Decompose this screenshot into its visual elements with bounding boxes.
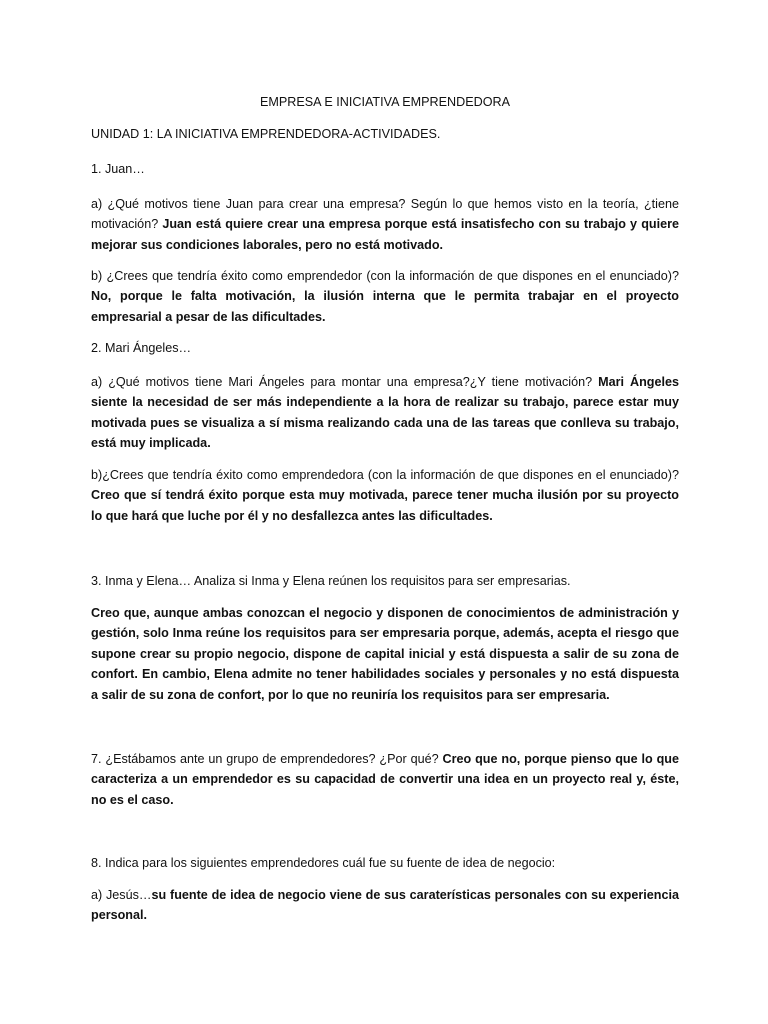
answer-text: Creo que no, porque pienso que lo que caracteriza a un emprendedor es su capacidad de convertir una idea en un proyecto real y, éste, no es el caso. bbox=[91, 752, 679, 807]
section-7 bbox=[91, 749, 679, 810]
document-page bbox=[91, 0, 679, 1024]
answer-text: su fuente de idea de negocio viene de sus caraterísticas personales con su experiencia personal. bbox=[91, 888, 679, 923]
question-text: a) ¿Qué motivos tiene Mari Ángeles para montar una empresa?¿Y tiene motivación? bbox=[91, 375, 593, 389]
section-8-item-a bbox=[91, 885, 679, 926]
question-text: b) ¿Crees que tendría éxito como emprendedor (con la información de que dispones en el enunciado)? bbox=[91, 269, 679, 283]
document-title: EMPRESA E INICIATIVA EMPRENDEDORA bbox=[259, 95, 511, 109]
unit-heading: UNIDAD 1: LA INICIATIVA EMPRENDEDORA-ACTIVIDADES. bbox=[91, 127, 441, 141]
question-text: a) Jesús… bbox=[91, 888, 152, 902]
question-text: 7. ¿Estábamos ante un grupo de emprendedores? ¿Por qué? bbox=[91, 752, 439, 766]
answer-text: Juan está quiere crear una empresa porque está insatisfecho con su trabajo y quiere mejorar sus condiciones laborales, pero no está motivado. bbox=[91, 217, 679, 252]
section-1-item-b bbox=[91, 266, 679, 327]
section-2-heading: 2. Mari Ángeles… bbox=[91, 341, 192, 355]
answer-text: Creo que, aunque ambas conozcan el negocio y disponen de conocimientos de administración y gestión, solo Inma reúne los requisitos para ser empresaria porque, además, acepta el riesgo que supone crear su propio negocio, dispone de capital inicial y está dispuesta a salir de su zona de confort. En cambio, Elena admite no tener habilidades sociales y personales y no está dispuesta a salir de su zona de confort, por lo que no reuniría los requisitos para ser empresaria. bbox=[91, 606, 679, 702]
section-3-heading: 3. Inma y Elena… Analiza si Inma y Elena reúnen los requisitos para ser empresarias. bbox=[91, 574, 571, 588]
section-8-heading: 8. Indica para los siguientes emprendedores cuál fue su fuente de idea de negocio: bbox=[91, 856, 556, 870]
section-3-answer bbox=[91, 603, 679, 705]
section-1-heading: 1. Juan… bbox=[91, 162, 145, 176]
answer-text: Mari Ángeles siente la necesidad de ser más independiente a la hora de realizar su trabajo, parece estar muy motivada pues se visualiza a sí misma realizando cada una de las tareas que conlleva su trabajo, está muy implicada. bbox=[91, 375, 680, 451]
question-text: a) ¿Qué motivos tiene Juan para crear una empresa? Según lo que hemos visto en la teoría, ¿tiene motivación? bbox=[91, 197, 679, 232]
section-1-item-a bbox=[91, 194, 679, 255]
answer-text: Creo que sí tendrá éxito porque esta muy motivada, parece tener mucha ilusión por su proyecto lo que hará que luche por él y no desfallezca antes las dificultades. bbox=[91, 488, 679, 523]
section-2-item-b bbox=[91, 465, 679, 526]
question-text: b)¿Crees que tendría éxito como emprendedora (con la información de que dispones en el enunciado)? bbox=[91, 468, 679, 482]
answer-text: No, porque le falta motivación, la ilusión interna que le permita trabajar en el proyecto empresarial a pesar de las dificultades. bbox=[91, 289, 679, 324]
section-2-item-a bbox=[91, 372, 679, 454]
